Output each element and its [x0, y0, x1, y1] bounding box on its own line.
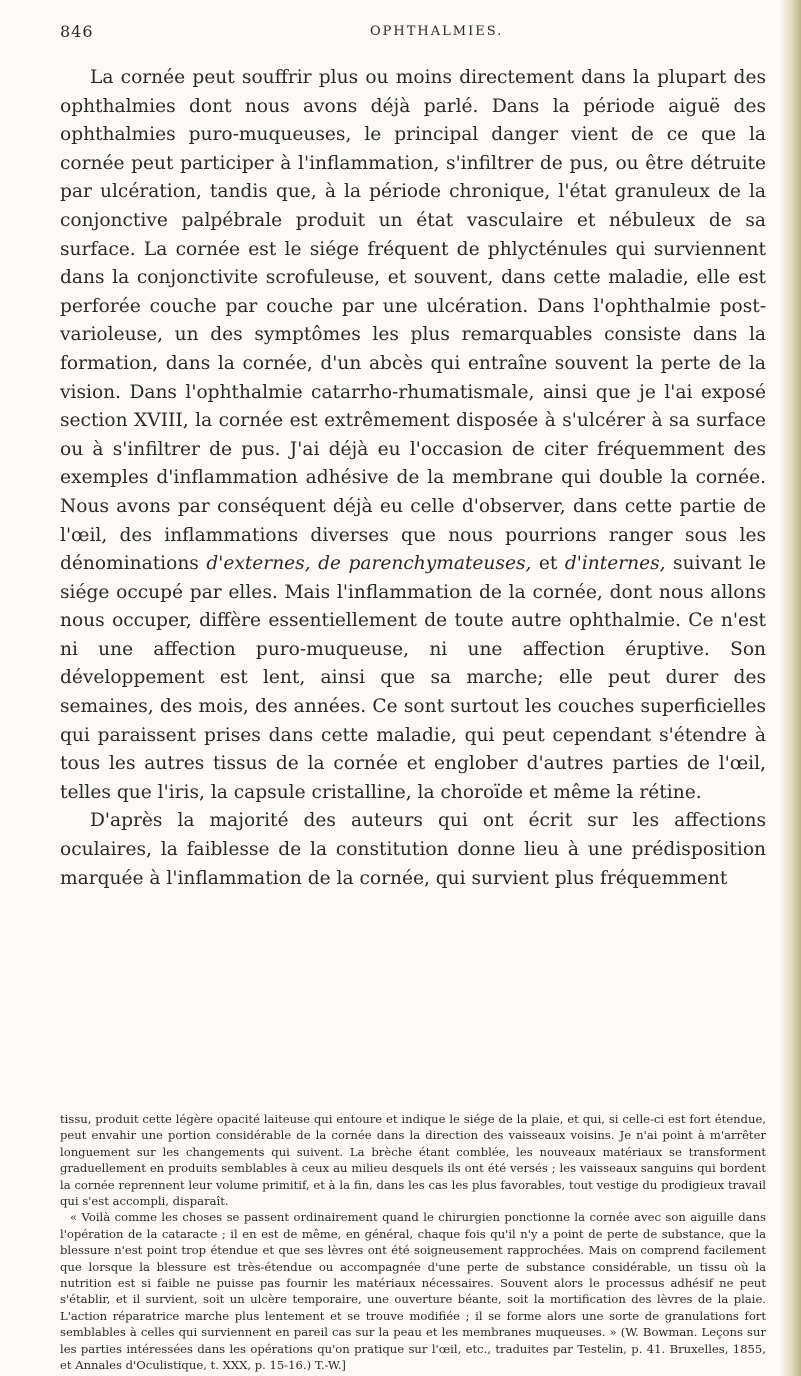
paragraph: D'après la majorité des auteurs qui ont écrit sur les affections oculaires, la faiblesse de la constitution donne lieu à une prédisposition marquée à l'inflammation de la cornée, qui survient plus fréquemment	[60, 810, 766, 889]
page-edge	[779, 0, 801, 1376]
footnote-paragraph: « Voilà comme les choses se passent ordinairement quand le chirurgien ponctionne la cornée avec son aiguille dans l'opération de la cataracte ; il en est de même, en général, chaque fois qu'il n'y a point de perte de substance, que la blessure n'est point trop étendue et que ses lèvres ont été soigneusement rapprochées. Mais on comprend facilement que lorsque la blessure est très-étendue ou accompagnée d'une perte de substance considérable, un tissu où la nutrition est si faible ne puisse pas fournir les matériaux nécessaires. Souvent alors le processus adhésif ne peut s'établir, et il survient, soit un ulcère temporaire, une ouverture béante, soit la mortification des lèvres de la plaie. L'action réparatrice marche plus lentement et se trouve modifiée ; il se forme alors une sorte de granulations fort semblables à celles qui surviennent en pareil cas sur la peau et les membranes muqueuses. » (W. Bowman. Leçons sur les parties intéressées dans les opérations qu'on pratique sur l'œil, etc., traduites par Testelin, p. 41. Bruxelles, 1855, et Annales d'Oculistique, t. XXX, p. 15-16.) T.-W.]	[60, 1210, 766, 1373]
paragraph-text: et	[531, 553, 565, 575]
paragraph-text: suivant le siége occupé par elles. Mais l'inflammation de la cornée, dont nous allons nous occuper, diffère essentiellement de toute autre ophthalmie. Ce n'est ni une affection puro-muqueuse, ni une affection éruptive. Son développement est lent, ainsi que sa marche; elle peut durer des semaines, des mois, des années. Ce sont surtout les couches superficielles qui paraissent prises dans cette maladie, qui peut cependant s'étendre à tous les autres tissus de la cornée et englober d'autres parties de l'œil, telles que l'iris, la capsule cristalline, la choroïde et même la rétine.	[60, 553, 766, 803]
paragraph-text: La cornée peut souffrir plus ou moins directement dans la plupart des ophthalmies dont nous avons déjà parlé. Dans la période aiguë des ophthalmies puro-muqueuses, le principal danger vient de ce que la cornée peut participer à l'inflammation, s'infiltrer de pus, ou être détruite par ulcération, tandis que, à la période chronique, l'état granuleux de la conjonctive palpébrale produit un état vasculaire et nébuleux de sa surface. La cornée est le siége fréquent de phlycténules qui surviennent dans la conjonctivite scrofuleuse, et souvent, dans cette maladie, elle est perforée couche par couche par une ulcération. Dans l'ophthalmie post-varioleuse, un des symptômes les plus remarquables consiste dans la formation, dans la cornée, d'un abcès qui entraîne souvent la perte de la vision. Dans l'ophthalmie catarrho-rhumatismale, ainsi que je l'ai exposé section XVIII, la cornée est extrêmement disposée à s'ulcérer à sa surface ou à s'infiltrer de pus. J'ai déjà eu l'occasion de citer fréquemment des exemples d'inflammation adhésive de la membrane qui double la cornée. Nous avons par conséquent déjà eu celle d'observer, dans cette partie de l'œil, des inflammations diverses que nous pourrions ranger sous les dénominations	[60, 67, 766, 575]
page-number: 846	[60, 22, 94, 41]
italic-term: d'internes,	[564, 553, 666, 575]
footnote	[60, 1111, 766, 1374]
italic-term: d'externes, de parenchymateuses,	[206, 553, 532, 575]
main-text	[60, 64, 766, 893]
paragraph	[60, 64, 766, 807]
page-header	[60, 22, 760, 46]
running-title: OPHTHALMIES.	[370, 24, 504, 39]
footnote-paragraph: tissu, produit cette légère opacité laiteuse qui entoure et indique le siége de la plaie, et qui, si celle-ci est fort étendue, peut envahir une portion considérable de la cornée dans la direction des vaisseaux voisins. Je n'ai point à m'arrêter longuement sur les changements qui suivent. La brèche étant comblée, les nouveaux matériaux se transforment graduellement en produits semblables à ceux au milieu desquels ils ont été versés ; les vaisseaux sanguins qui bordent la cornée reprennent leur volume primitif, et à la fin, dans les cas les plus favorables, tout vestige du prodigieux travail qui s'est accompli, disparaît.	[60, 1112, 766, 1209]
